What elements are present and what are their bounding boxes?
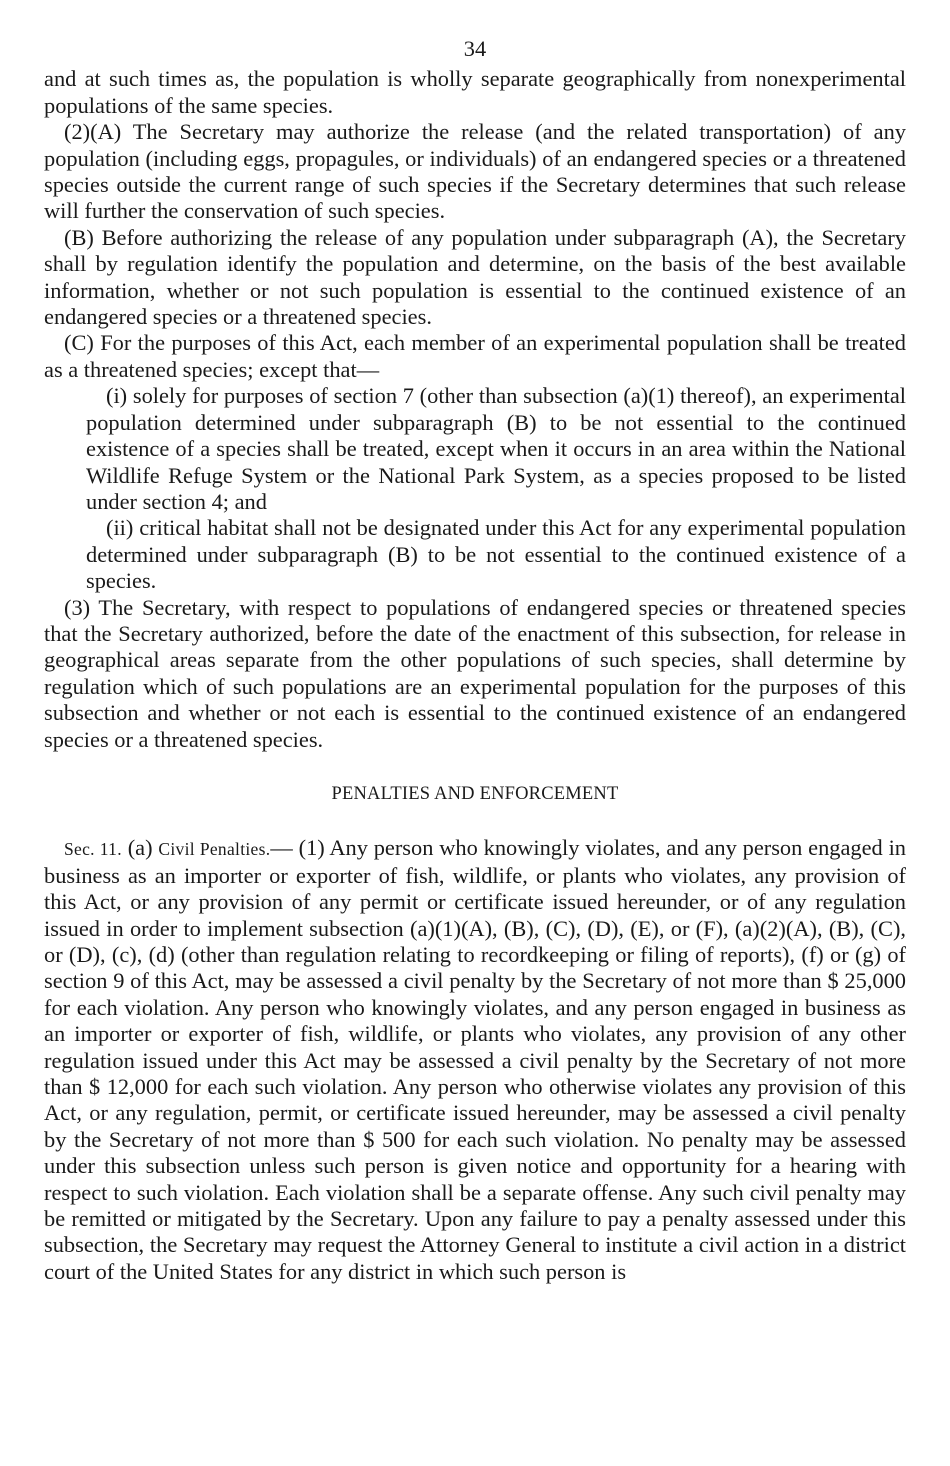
- subsection-title: Civil Penalties.: [158, 839, 271, 860]
- paragraph-3: (3) The Secretary, with respect to populations of endangered species or threatened species that the Secretary authorized, before the date of the enactment of this subsection, for release in geographical areas separate from the other populations of such species, shall determine by regulation which of such populations are an experimental population for the purposes of this subsection and whether or not each is essential to the continued existence of an endangered species or a threatened species.: [44, 594, 906, 752]
- subsection-label: (a): [127, 835, 153, 861]
- section-11-body: [44, 835, 906, 1285]
- section-11-text: — (1) Any person who knowingly violates, and any person engaged in business as an importer or exporter of fish, wildlife, or plants who violates, any provision of this Act, or any provision of any permit or certificate issued hereunder, or of any regulation issued in order to implement subsection (a)(1)(A), (B), (C), (D), (E), or (F), (a)(2)(A), (B), (C), or (D), (c), (d) (other than regulation relating to recordkeeping or filing of reports), (f) or (g) of section 9 of this Act, may be assessed a civil penalty by the Secretary of not more than $ 25,000 for each violation. Any person who knowingly violates, and any person engaged in business as an importer or exporter of fish, wildlife, or plants who violates, any provision of any other regulation issued under this Act may be assessed a civil penalty by the Secretary of not more than $ 12,000 for each such violation. Any person who otherwise violates any provision of this Act, or any regulation, permit, or certificate issued hereunder, may be assessed a civil penalty by the Secretary of not more than $ 500 for each such violation. No penalty may be assessed under this subsection unless such person is given notice and opportunity for a hearing with respect to such violation. Each violation shall be a separate offense. Any such civil penalty may be remitted or mitigated by the Secretary. Upon any failure to pay a penalty assessed under this subsection, the Secretary may request the Attorney General to institute a civil action in a district court of the United States for any district in which such person is: [44, 835, 906, 1284]
- page-number: 34: [463, 36, 487, 61]
- paragraph-2b: (B) Before authorizing the release of any population under subparagraph (A), the Secretary shall by regulation identify the population and determine, on the basis of the best available information, whether or not such population is essential to the continued existence of an endangered species or a threatened species.: [44, 224, 906, 330]
- paragraph-2c: (C) For the purposes of this Act, each member of an experimental population shall be treated as a threatened species; except that—: [44, 330, 906, 382]
- paragraph-continuation: and at such times as, the population is wholly separate geographically from nonexperimental populations of the same species.: [44, 66, 906, 118]
- paragraph-2a: (2)(A) The Secretary may authorize the release (and the related transportation) of any population (including eggs, propagules, or individuals) of an endangered species or a threatened species outside the current range of such species if the Secretary determines that such release will further the conservation of such species.: [44, 119, 906, 224]
- section-heading: PENALTIES AND ENFORCEMENT: [331, 783, 619, 804]
- clause-ii: (ii) critical habitat shall not be designated under this Act for any experimental population determined under subparagraph (B) to be not essential to the continued existence of a species.: [86, 515, 906, 594]
- clause-i: (i) solely for purposes of section 7 (other than subsection (a)(1) thereof), an experimental population determined under subparagraph (B) to be not essential to the continued existence of a species shall be treated, except when it occurs in an area within the National Wildlife Refuge System or the National Park System, as a species proposed to be listed under section 4; and: [86, 383, 906, 514]
- section-label: Sec. 11.: [64, 839, 122, 860]
